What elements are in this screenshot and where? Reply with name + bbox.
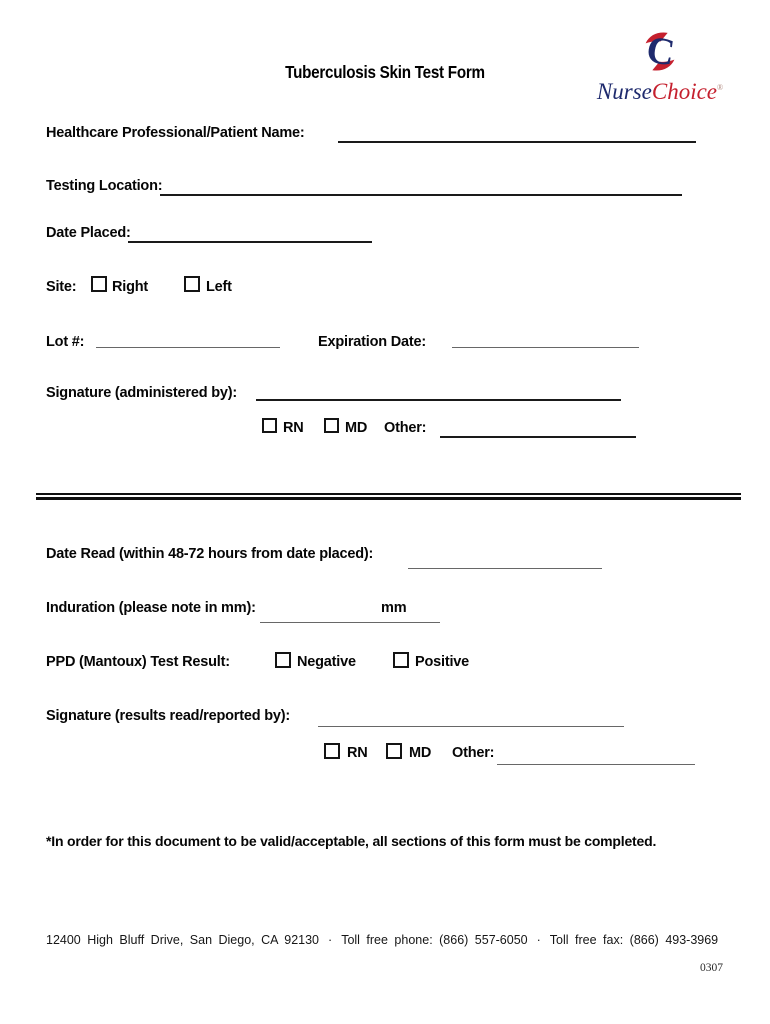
signature-results-label: Signature (results read/reported by):: [46, 708, 290, 724]
site-right-label: Right: [112, 279, 149, 295]
rn1-label: RN: [283, 420, 304, 436]
site-right-checkbox[interactable]: [91, 276, 107, 292]
date-placed-label: Date Placed:: [46, 225, 131, 241]
site-label: Site:: [46, 279, 77, 295]
date-placed-line[interactable]: [128, 241, 372, 243]
other1-label: Other:: [384, 420, 427, 436]
site-left-label: Left: [206, 279, 232, 295]
brand-second: Choice: [651, 79, 718, 104]
form-code: 0307: [700, 962, 723, 974]
brand-first: Nurse: [596, 79, 652, 104]
logo: [594, 30, 726, 102]
lot-line[interactable]: [96, 347, 280, 348]
section-divider: [36, 493, 741, 500]
date-read-line[interactable]: [408, 568, 602, 569]
name-line[interactable]: [338, 141, 696, 143]
footer-address: 12400 High Bluff Drive, San Diego, CA 92130: [46, 933, 320, 947]
other2-line[interactable]: [497, 764, 695, 765]
signature-results-line[interactable]: [318, 726, 624, 727]
other2-label: Other:: [452, 745, 495, 761]
footer-fax: Toll free fax: (866) 493-3969: [549, 933, 719, 947]
result-label: PPD (Mantoux) Test Result:: [46, 654, 230, 670]
negative-label: Negative: [297, 654, 356, 670]
footer-separator-2: ·: [536, 933, 541, 947]
testing-location-line[interactable]: [160, 194, 682, 196]
site-left-checkbox[interactable]: [184, 276, 200, 292]
footer-line: [46, 933, 736, 947]
page-title: Tuberculosis Skin Test Form: [285, 62, 485, 82]
md1-checkbox[interactable]: [324, 418, 339, 433]
negative-checkbox[interactable]: [275, 652, 291, 668]
signature-administered-line[interactable]: [256, 399, 621, 401]
md2-label: MD: [409, 745, 432, 761]
induration-label: Induration (please note in mm):: [46, 600, 256, 616]
md1-label: MD: [345, 420, 368, 436]
footer-phone: Toll free phone: (866) 557-6050: [341, 933, 528, 947]
signature-administered-label: Signature (administered by):: [46, 385, 237, 401]
name-label: Healthcare Professional/Patient Name:: [46, 125, 305, 141]
rn2-label: RN: [347, 745, 368, 761]
footer-separator-1: ·: [328, 933, 333, 947]
nursechoice-logo-icon: [637, 30, 683, 74]
footnote: *In order for this document to be valid/acceptable, all sections of this form must be completed.: [46, 833, 657, 849]
logo-wordmark: [594, 80, 726, 103]
rn1-checkbox[interactable]: [262, 418, 277, 433]
positive-checkbox[interactable]: [393, 652, 409, 668]
date-read-label: Date Read (within 48-72 hours from date placed):: [46, 546, 374, 562]
other1-line[interactable]: [440, 436, 636, 438]
registered-mark: ®: [717, 83, 724, 92]
rn2-checkbox[interactable]: [324, 743, 340, 759]
induration-unit-label: mm: [381, 600, 407, 616]
lot-label: Lot #:: [46, 334, 85, 350]
induration-line[interactable]: [260, 622, 440, 623]
expiration-label: Expiration Date:: [318, 334, 426, 350]
testing-location-label: Testing Location:: [46, 178, 163, 194]
md2-checkbox[interactable]: [386, 743, 402, 759]
positive-label: Positive: [415, 654, 470, 670]
svg-text:C: C: [643, 30, 678, 74]
expiration-line[interactable]: [452, 347, 639, 348]
